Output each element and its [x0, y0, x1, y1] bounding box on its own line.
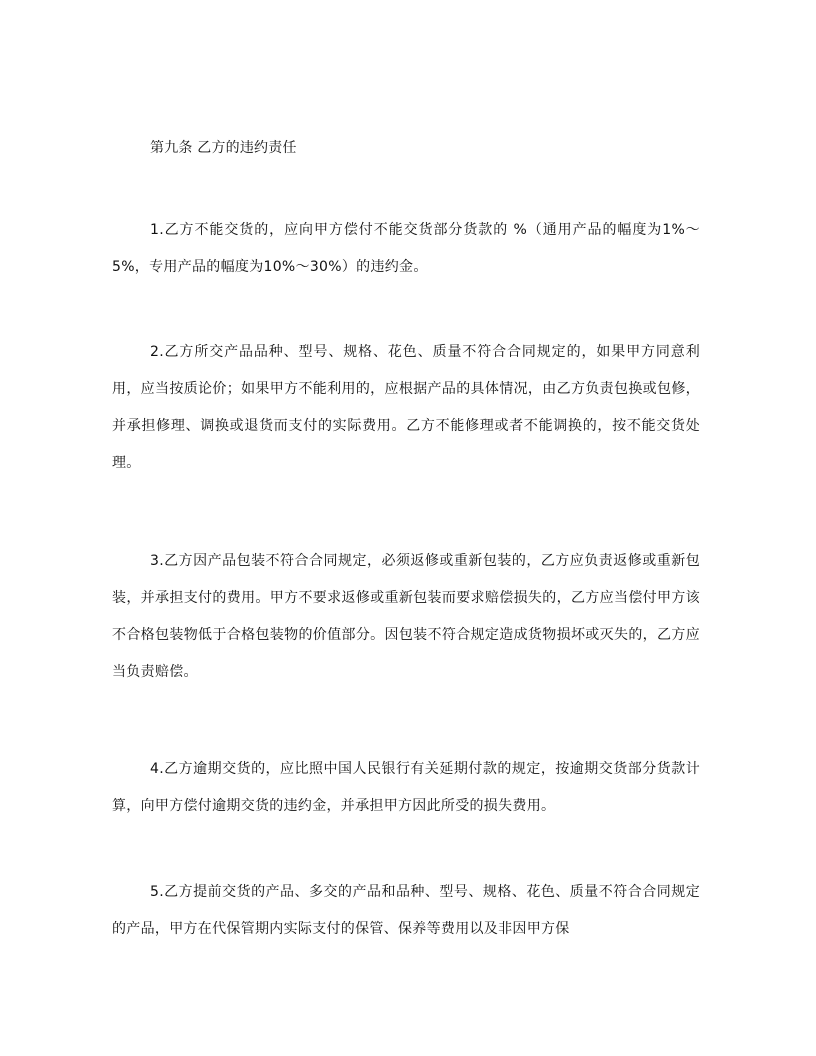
clause-paragraph-2: 2.乙方所交产品品种、型号、规格、花色、质量不符合合同规定的，如果甲方同意利用，应当按质论价；如果甲方不能利用的，应根据产品的具体情况，由乙方负责包换或包修，并承担修理、调换或退货而支付的实际费用。乙方不能修理或者不能调换的，按不能交货处理。 — [112, 344, 700, 471]
clause-paragraph-5: 5.乙方提前交货的产品、多交的产品和品种、型号、规格、花色、质量不符合合同规定的产品，甲方在代保管期内实际支付的保管、保养等费用以及非因甲方保 — [112, 884, 700, 937]
clause-paragraph-4: 4.乙方逾期交货的，应比照中国人民银行有关延期付款的规定，按逾期交货部分货款计算，向甲方偿付逾期交货的违约金，并承担甲方因此所受的损失费用。 — [112, 761, 700, 814]
clause-paragraph-3: 3.乙方因产品包装不符合合同规定，必须返修或重新包装的，乙方应负责返修或重新包装，并承担支付的费用。甲方不要求返修或重新包装而要求赔偿损失的，乙方应当偿付甲方该不合格包装物低于合格包装物的价值部分。因包装不符合规定造成货物损坏或灭失的，乙方应当负责赔偿。 — [112, 553, 700, 680]
clause-paragraph-1: 1.乙方不能交货的，应向甲方偿付不能交货部分货款的 %（通用产品的幅度为1%～5%，专用产品的幅度为10%～30%）的违约金。 — [112, 222, 700, 275]
section-heading: 第九条 乙方的违约责任 — [150, 140, 297, 156]
